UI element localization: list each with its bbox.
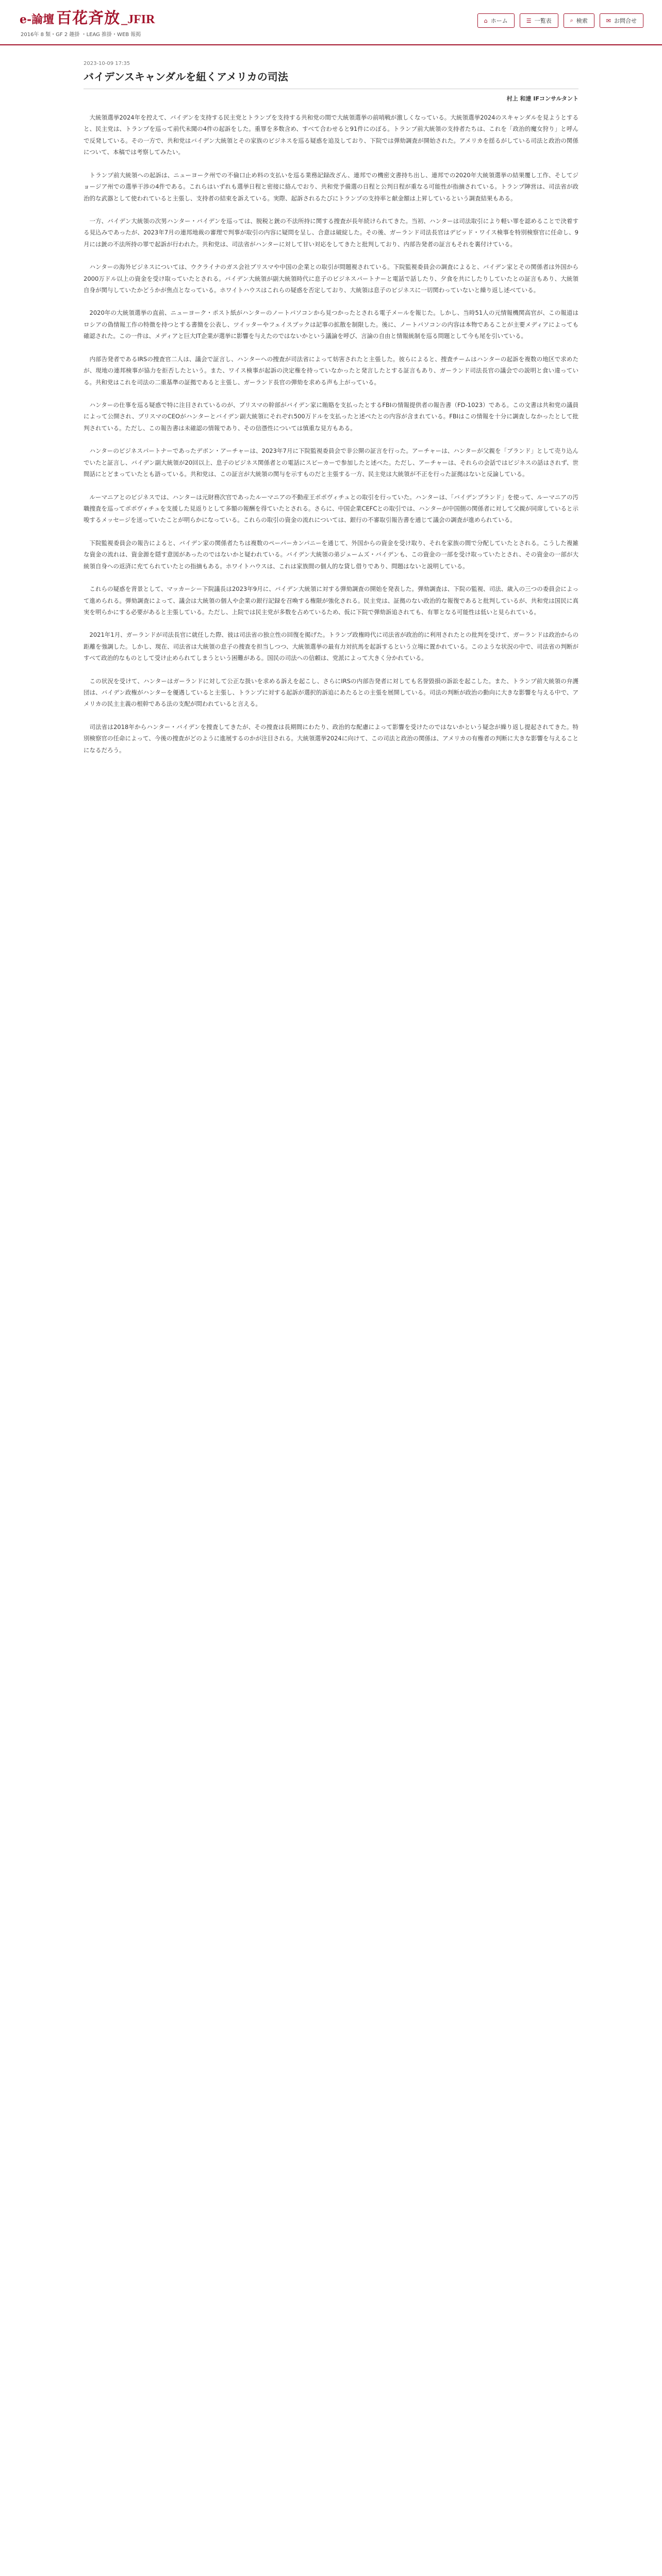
paragraph: ハンターのビジネスパートナーであったデボン・アーチャーは、2023年7月に下院監視委員会で非公開の証言を行った。アーチャーは、ハンターが父親を「ブランド」として売り込んでいたと証言し、バイデン副大統領が20回以上、息子のビジネス関係者との電話にスピーカーで参加したと述べた。ただし、アーチャーは、それらの会話ではビジネスの話はされず、世間話にとどまっていたとも語っている。共和党は、この証言が大統領の関与を示すものだと主張する一方、民主党は大統領が不正を行った証拠はないと反論している。 <box>84 447 578 478</box>
paragraph: 司法省は2018年からハンター・バイデンを捜査してきたが、その捜査は長期間にわたり、政治的な配慮によって影響を受けたのではないかという疑念が繰り返し提起されてきた。特別検察官の任命によって、今後の捜査がどのように進展するのかが注目される。大統領選挙2024に向けて、この司法と政治の関係は、アメリカの有権者の判断に大きな影響を与えることになるだろう。 <box>84 723 578 754</box>
site-header <box>0 0 662 44</box>
home-label: ホーム <box>490 18 508 24</box>
home-button[interactable] <box>477 13 515 28</box>
list-button[interactable] <box>520 13 558 28</box>
paragraph: 大統領選挙2024年を控えて、バイデンを支持する民主党とトランプを支持する共和党の間で大統領選挙の前哨戦が激しくなっている。大統領選挙2024のスキャンダルを見ようとすると、民主党は、トランプを巡って前代未聞の4件の起訴をした。重罪を多数含め、すべて合わせると91件にのぼる。トランプ前大統領の支持者たちは、これを「政治的魔女狩り」と呼んで反発している。その一方で、共和党はバイデン大統領とその家族のビジネスを巡る疑惑を追及しており、下院では弾劾調査が開始された。アメリカを揺るがしている司法と政治の関係について、本稿では考察してみたい。 <box>84 114 578 156</box>
paragraph: 2020年の大統領選挙の直前、ニューヨーク・ポスト紙がハンターのノートパソコンから見つかったとされる電子メールを報じた。しかし、当時51人の元情報機関高官が、この報道はロシアの偽情報工作の特徴を持つとする書簡を公表し、ツイッターやフェイスブックは記事の拡散を制限した。後に、ノートパソコンの内容は本物であることが主要メディアによっても確認された。この一件は、メディアと巨大IT企業が選挙に影響を与えたのではないかという議論を呼び、言論の自由と情報統制を巡る問題として今も尾を引いている。 <box>84 309 578 340</box>
list-label: 一覧表 <box>534 18 552 24</box>
mail-icon: ✉ <box>606 17 611 24</box>
article-author: 村上 和達 IFコンサルタント <box>506 95 578 102</box>
list-icon: ☰ <box>526 17 532 24</box>
article-date: 2023-10-09 17:35 <box>84 61 130 66</box>
logo-e: e-論壇 <box>20 13 55 26</box>
paragraph: 下院監視委員会の報告によると、バイデン家の関係者たちは複数のペーパーカンパニーを通じて、外国からの資金を受け取り、それを家族の間で分配していたとされる。こうした複雑な資金の流れは、資金源を隠す意図があったのではないかと疑われている。バイデン大統領の弟ジェームズ・バイデンも、この資金の一部を受け取っていたとされ、その資金の一部が大統領自身への返済に充てられていたとの指摘もある。ホワイトハウスは、これは家族間の個人的な貸し借りであり、問題はないと説明している。 <box>84 539 578 570</box>
search-button[interactable] <box>564 13 594 28</box>
search-label: 検索 <box>576 18 588 24</box>
inquiry-button[interactable] <box>600 13 643 28</box>
paragraph: 内部告発者であるIRSの捜査官二人は、議会で証言し、ハンターへの捜査が司法省によって妨害されたと主張した。彼らによると、捜査チームはハンターの起訴を複数の地区で求めたが、現地の連邦検事が協力を拒否したという。また、ワイス検事が起訴の決定権を持っていなかったと発言したとする証言もあり、ガーランド司法長官の議会での説明と食い違っている。共和党はこれを司法の二重基準の証拠であると主張し、ガーランド長官の弾劾を求める声も上がっている。 <box>84 355 578 386</box>
logo-sub: _JFIR <box>121 13 155 26</box>
paragraph: この状況を受けて、ハンターはガーランドに対して公正な扱いを求める訴えを起こし、さらにIRSの内部告発者に対しても名誉毀損の訴訟を起こした。また、トランプ前大統領の弁護団は、バイデン政権がハンターを優遇していると主張し、トランプに対する起訴が選択的訴追にあたるとの主張を展開している。司法の判断が政治の動向に大きな影響を与える中で、アメリカの民主主義の根幹である法の支配が問われていると言える。 <box>84 677 578 708</box>
logo-main: 百花斉放 <box>56 9 121 27</box>
article-title: バイデンスキャンダルを紐くアメリカの司法 <box>84 69 578 89</box>
inquiry-label: お問合せ <box>614 18 637 24</box>
paragraph: ハンターの海外ビジネスについては、ウクライナのガス会社ブリスマや中国の企業との取引が問題視されている。下院監視委員会の調査によると、バイデン家とその関係者は外国から2000万ドル以上の資金を受け取っていたとされる。バイデン大統領が副大統領時代に息子のビジネスパートナーと電話で話したり、夕食を共にしたりしていたとの証言もあり、大統領自身が関与していたかどうかが焦点となっている。ホワイトハウスはこれらの疑惑を否定しており、大統領は息子のビジネスに一切関わっていないと繰り返し述べている。 <box>84 263 578 294</box>
article-body <box>84 112 578 756</box>
paragraph: 2021年1月、ガーランドが司法長官に就任した際、彼は司法省の独立性の回復を掲げた。トランプ政権時代に司法省が政治的に利用されたとの批判を受けて、ガーランドは政治からの距離を強調した。しかし、現在、司法省は大統領の息子の捜査を担当しつつ、大統領選挙の最有力対抗馬を起訴するという立場に置かれている。このような状況の中で、司法省の判断がすべて政治的なものとして受け止められてしまうという困難がある。国民の司法への信頼は、党派によって大きく分かれている。 <box>84 631 578 662</box>
article <box>84 45 578 756</box>
search-icon: ⌕ <box>570 17 573 24</box>
paragraph: トランプ前大統領への起訴は、ニューヨーク州での不倫口止め料の支払いを巡る業務記録改ざん、連邦での機密文書持ち出し、連邦での2020年大統領選挙の結果覆し工作、そしてジョージア州での選挙干渉の4件である。これらはいずれも選挙日程と密接に絡んでおり、共和党予備選の日程と公判日程が重なる可能性が指摘されている。トランプ陣営は、司法省が政治的な武器として使われていると主張し、支持者の結束を訴えている。実際、起訴されるたびにトランプの支持率と献金額は上昇しているという調査結果もある。 <box>84 171 578 202</box>
top-nav <box>477 13 643 28</box>
site-logo[interactable] <box>20 5 155 38</box>
paragraph: これらの疑惑を背景として、マッカーシー下院議長は2023年9月に、バイデン大統領に対する弾劾調査の開始を発表した。弾劾調査は、下院の監視、司法、歳入の三つの委員会によって進められる。弾劾調査によって、議会は大統領の個人や企業の銀行記録を召喚する権限が強化される。民主党は、証拠のない政治的な報復であると批判しているが、共和党は国民に真実を明らかにする必要があると主張している。ただし、上院では民主党が多数を占めているため、仮に下院で弾劾訴追されても、有罪となる可能性は低いと見られている。 <box>84 585 578 616</box>
home-icon: ⌂ <box>484 17 488 24</box>
paragraph: ハンターの仕事を巡る疑惑で特に注目されているのが、ブリスマの幹部がバイデン家に賄賂を支払ったとするFBIの情報提供者の報告書（FD-1023）である。この文書は共和党の議員によって公開され、ブリスマのCEOがハンターとバイデン副大統領にそれぞれ500万ドルを支払ったと述べたとの内容が含まれている。FBIはこの情報を十分に調査しなかったとして批判されている。ただし、この報告書は未確認の情報であり、その信憑性については慎重な見方もある。 <box>84 401 578 432</box>
paragraph: ルーマニアとのビジネスでは、ハンターは元財務次官であったルーマニアの不動産王ポポヴィチュとの取引を行っていた。ハンターは、「バイデンブランド」を使って、ルーマニアの汚職捜査を巡ってポポヴィチュを支援した見返りとして多額の報酬を得ていたとされる。さらに、中国企業CEFCとの取引では、ハンターが中国側の関係者に対して父親が同席していると示唆するメッセージを送っていたことが明らかになっている。これらの取引の資金の流れについては、銀行の不審取引報告書を通じて議会の調査が進められている。 <box>84 493 578 524</box>
site-tagline: 2016年 8 類・GF 2 趣掛 ・LEAG 推掛・WEB 報掲 <box>21 32 141 38</box>
paragraph: 一方、バイデン大統領の次男ハンター・バイデンを巡っては、脱税と銃の不法所持に関する捜査が長年続けられてきた。当初、ハンターは司法取引により軽い罪を認めることで決着する見込みであったが、2023年7月の連邦地裁の審理で判事が取引の内容に疑問を呈し、合意は破綻した。その後、ガーランド司法長官はデビッド・ワイス検事を特別検察官に任命し、9月には銃の不法所持の罪で起訴が行われた。共和党は、司法省がハンターに対して甘い対応をしてきたと批判しており、内部告発者の証言もそれを裏付けている。 <box>84 217 578 248</box>
logo-text <box>20 5 155 28</box>
